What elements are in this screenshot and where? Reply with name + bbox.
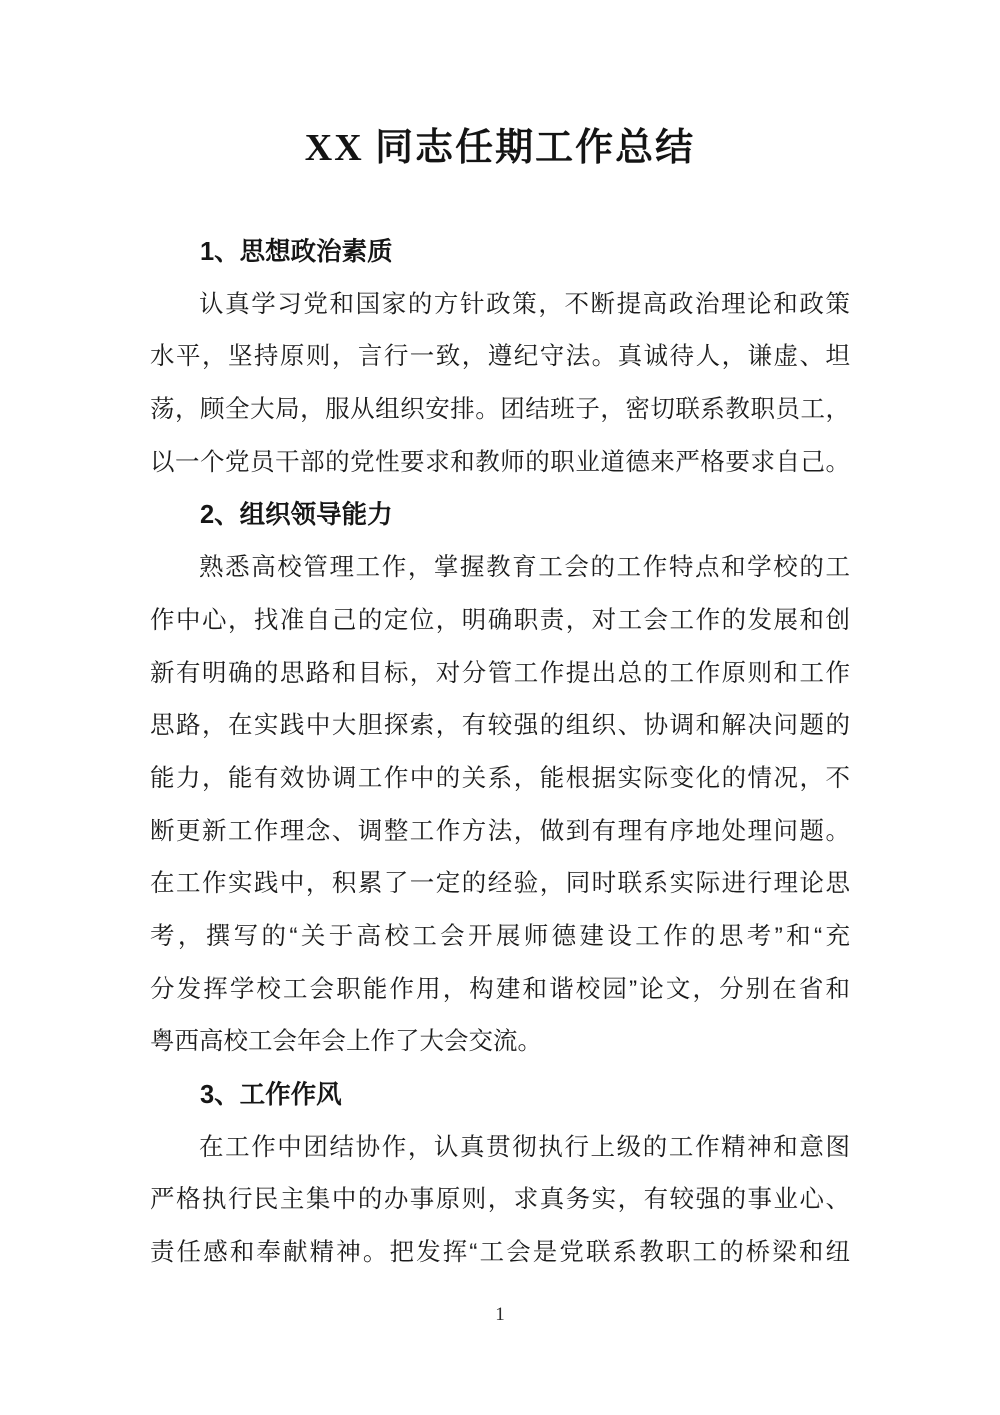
paragraph-line: 分发挥学校工会职能作用，构建和谐校园”论文，分别在省和 (150, 975, 850, 1003)
paragraph-line: 在工作实践中，积累了一定的经验，同时联系实际进行理论思 (150, 870, 850, 898)
section-heading-1: 1、思想政治素质 (200, 238, 393, 266)
paragraph-line: 断更新工作理念、调整工作方法，做到有理有序地处理问题。 (150, 817, 850, 845)
paragraph-3 (150, 1122, 850, 1280)
section-heading-2: 2、组织领导能力 (200, 501, 393, 530)
paragraph-line: 能力，能有效协调工作中的关系，能根据实际变化的情况，不 (150, 764, 850, 792)
paragraph-line: 责任感和奉献精神。把发挥“工会是党联系教职工的桥梁和纽 (150, 1239, 850, 1267)
paragraph-line: 以一个党员干部的党性要求和教师的职业道德来严格要求自己。 (150, 448, 850, 476)
paragraph-line: 认真学习党和国家的方针政策，不断提高政治理论和政策 (199, 290, 850, 318)
paragraph-2 (150, 542, 850, 1069)
paragraph-1 (150, 279, 850, 490)
paragraph-line: 熟悉高校管理工作，掌握教育工会的工作特点和学校的工 (199, 554, 850, 582)
page-number: 1 (495, 1304, 505, 1325)
paragraph-line: 新有明确的思路和目标，对分管工作提出总的工作原则和工作 (150, 659, 850, 687)
paragraph-line: 思路，在实践中大胆探索，有较强的组织、协调和解决问题的 (150, 712, 850, 740)
paragraph-line: 在工作中团结协作，认真贯彻执行上级的工作精神和意图 (199, 1133, 850, 1161)
paragraph-line: 作中心，找准自己的定位，明确职责，对工会工作的发展和创 (150, 606, 850, 634)
paragraph-line: 严格执行民主集中的办事原则，求真务实，有较强的事业心、 (150, 1186, 850, 1214)
paragraph-line: 粤西高校工会年会上作了大会交流。 (150, 1028, 542, 1056)
paragraph-line: 荡，顾全大局，服从组织安排。团结班子，密切联系教职员工， (150, 396, 850, 424)
paragraph-line: 考，撰写的“关于高校工会开展师德建设工作的思考”和“充 (150, 922, 850, 950)
document-body (150, 226, 850, 1280)
paragraph-line: 水平，坚持原则，言行一致，遵纪守法。真诚待人，谦虚、坦 (150, 343, 850, 371)
section-heading-3: 3、工作作风 (200, 1081, 342, 1109)
document-title: XX 同志任期工作总结 (304, 127, 696, 169)
